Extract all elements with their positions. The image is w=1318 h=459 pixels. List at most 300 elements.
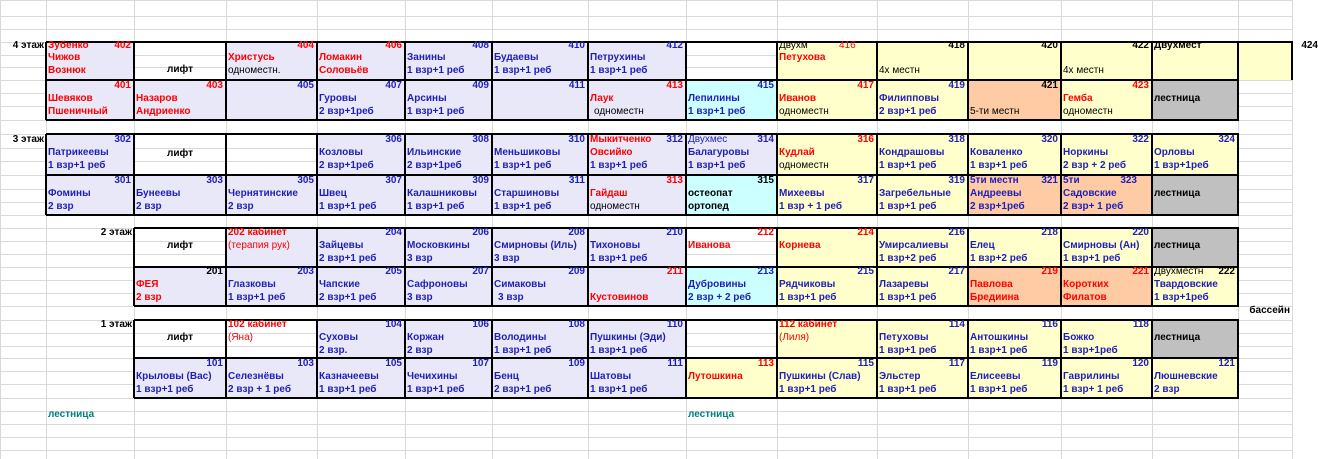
resident-text: Христусь [228,52,275,63]
resident-text: Двухм [779,40,808,51]
resident-text: 2 взр + 2 реб [688,292,752,303]
resident-text: Люшневские [1154,371,1218,382]
room-number: 220 [1132,227,1149,238]
room-number: 302 [114,134,131,145]
resident-text: Пшеничный [48,106,108,117]
resident-text: Арсины [407,93,447,104]
resident-text: Двухмест [1154,40,1202,51]
resident-text: 1 взр+1 реб [879,201,937,212]
resident-text: 1 взр+1 реб [590,345,648,356]
resident-text: Смирновы (Иль) [494,240,577,251]
resident-text: Ильинские [407,147,462,158]
resident-text: Селезнёвы [228,371,284,382]
resident-text: одноместн [594,106,644,117]
cell-border [967,320,969,398]
room-number: 410 [568,40,585,51]
resident-text: Лазаревы [879,279,929,290]
room-number: 404 [297,40,314,51]
cell-border [1151,134,1153,215]
resident-text: Гаврилины [1063,371,1120,382]
resident-text: 1 взр+1 реб [494,345,552,356]
room-number: 210 [666,227,683,238]
resident-text: Коротких [1063,279,1109,290]
resident-text: 1 взр+1 реб [590,65,648,76]
cell-border [491,42,493,120]
room-number: 310 [568,134,585,145]
resident-text: Будаевы [494,52,539,63]
resident-text: 3 взр [498,292,524,303]
resident-text: 5ти [1063,175,1080,186]
resident-text: 1 взр+1 реб [970,160,1028,171]
resident-text: 2 взр+1реб [970,201,1025,212]
room-number: 206 [472,227,489,238]
room-number: 213 [757,266,774,277]
room-number: 214 [857,227,874,238]
room-number: 219 [1041,266,1058,277]
cell-border [404,134,406,215]
room-number: 407 [385,80,402,91]
cell-border [776,228,778,306]
cell-border [876,42,878,120]
cell-border [1151,320,1153,398]
cell-border [967,42,969,120]
resident-text: 1 взр+1 реб [407,106,465,117]
resident-text: Коржан [407,332,445,343]
room-number: 215 [857,266,874,277]
resident-text: Зайцевы [319,240,364,251]
resident-text: (Яна) [228,332,253,343]
resident-text: Суховы [319,332,359,343]
resident-text: Симаковы [494,279,546,290]
resident-text: 2 взр+1 реб [879,106,937,117]
stairs-label: лестница [1154,332,1201,343]
resident-text: 2 взр. [319,345,348,356]
resident-text: 2 взр [1154,384,1180,395]
cell-border [225,42,227,120]
cell-border [1237,228,1239,306]
resident-text: Двухмес [688,134,728,145]
resident-text: Мыкитченко [590,134,652,145]
resident-text: 2 взр + 2 реб [1063,160,1127,171]
cell-border [1237,134,1239,215]
resident-text: Сафроновы [407,279,468,290]
resident-text: 1 взр+1 реб [779,292,837,303]
resident-text: Петрухины [590,52,646,63]
resident-text: Михеевы [779,188,825,199]
resident-text: одноместн [779,160,829,171]
cell-border [1060,228,1062,306]
cell-border [685,320,687,398]
room-number: 111 [667,358,683,369]
room-number: 212 [757,227,774,238]
room-number: 119 [1041,358,1058,369]
gridline-row [0,0,1292,1]
resident-text: Павлова [970,279,1013,290]
resident-text: 2 взр+1 реб [319,292,377,303]
resident-text: Лепилины [688,93,740,104]
cell-border [133,42,135,120]
room-number: 403 [206,80,223,91]
room-number: 201 [206,266,223,277]
cell-border [685,228,687,306]
room-number: 106 [472,319,489,330]
resident-text: 202 кабинет [228,227,287,238]
cell-border [404,228,406,306]
resident-text: Володины [494,332,547,343]
pool-label: бассейн [1249,305,1290,316]
room-number: 415 [757,80,774,91]
resident-text: 2 взр [228,201,254,212]
resident-text: 1 взр+1 реб [779,384,837,395]
resident-text: Лаук [590,93,614,104]
room-number: 417 [857,80,874,91]
resident-text: 1 взр+1 реб [590,160,648,171]
resident-text: 1 взр+ 1 реб [1063,384,1124,395]
resident-text: Назаров [136,93,178,104]
room-number: 408 [472,40,489,51]
resident-text: Иванова [688,240,731,251]
cell-border [876,228,878,306]
resident-text: 1 взр+1 реб [407,201,465,212]
room-number: 418 [948,40,965,51]
resident-text: 1 взр+1 реб [136,384,194,395]
resident-text: 2 взр+1реб [319,106,374,117]
resident-text: 1 взр+1 реб [319,201,377,212]
room-number: 406 [385,40,402,51]
resident-text: Чернятинские [228,188,298,199]
resident-text: Меньшиковы [494,147,561,158]
resident-text: 2 взр+1 реб [319,253,377,264]
resident-text: Твардовские [1154,279,1218,290]
room-number: 305 [297,175,314,186]
resident-text: Филипповы [879,93,940,104]
gridline-row [0,450,1292,451]
resident-text: Казначеевы [319,371,379,382]
resident-text: 1 взр+1 реб [1063,253,1121,264]
resident-text: Гайдаш [590,188,628,199]
resident-text: Шатовы [590,371,632,382]
resident-text: Елисеевы [970,371,1021,382]
cell-border [776,42,778,120]
resident-text: (Лиля) [779,332,810,343]
cell-border [491,320,493,398]
resident-text: 1 взр+1 реб [970,384,1028,395]
room-number: 318 [948,134,965,145]
room-number: 317 [857,175,874,186]
cell-border [1291,42,1293,80]
resident-text: 1 взр+1 реб [590,384,648,395]
resident-text: Чапские [319,279,360,290]
room-number: 419 [948,80,965,91]
resident-text: 1 взр+1 реб [879,345,937,356]
cell-border [1151,42,1153,120]
resident-text: 1 взр+1 реб [319,384,377,395]
resident-text: Филатов [1063,292,1107,303]
room-number: 101 [206,358,223,369]
resident-text: 5ти местн [970,175,1019,186]
resident-text: Гуровы [319,93,357,104]
cell-border [404,42,406,120]
room-number: 216 [948,227,965,238]
lift-label: лифт [166,332,193,343]
resident-text: 3 взр [494,253,520,264]
cell-border [587,228,589,306]
room-number: 211 [666,266,683,277]
cell-border [876,134,878,215]
room-number: 105 [385,358,402,369]
room-number: 117 [948,358,965,369]
resident-text: Орловы [1154,147,1195,158]
cell-border [685,134,687,215]
resident-text: 3 взр [407,253,433,264]
cell-border [133,134,135,215]
room-number: 217 [948,266,965,277]
room-number: 321 [1041,175,1058,186]
room-number: 413 [666,80,683,91]
cell-border [45,134,47,215]
lift-label: лифт [166,148,193,159]
resident-text: 2 взр [136,292,162,303]
room-number: 118 [1132,319,1149,330]
resident-text: Старшиновы [494,188,560,199]
resident-text: Андриенко [136,106,191,117]
room-number: 205 [385,266,402,277]
cell-border [876,320,878,398]
resident-text: 1 взр+1 реб [494,201,552,212]
cell-border [776,320,778,398]
room-number: 114 [948,319,965,330]
room-number: 423 [1132,80,1149,91]
resident-text: одноместн. [228,65,281,76]
room-number: 320 [1041,134,1058,145]
room-number: 208 [568,227,585,238]
gridline-col [0,0,1,459]
resident-text: 1 взр+1 реб [879,292,937,303]
room-number: 107 [472,358,489,369]
resident-text: 4х местн [1063,65,1104,76]
room-number: 204 [385,227,402,238]
resident-text: Садовские [1063,188,1117,199]
resident-text: 1 взр+2 реб [879,253,937,264]
room-number: 409 [472,80,489,91]
cell-border [491,134,493,215]
resident-text: 1 взр+1 реб [879,160,937,171]
resident-text: 2 взр+1 реб [494,384,552,395]
room-number: 209 [568,266,585,277]
room-number: 121 [1218,358,1235,369]
cell-border [316,228,318,306]
resident-text: Московкины [407,240,470,251]
room-number: 405 [297,80,314,91]
resident-text: Петухова [779,52,826,63]
resident-text: ортопед [688,201,729,212]
cell-border [685,42,687,120]
resident-text: ФЕЯ [136,279,159,290]
cell-border [587,134,589,215]
room-number: 108 [568,319,585,330]
resident-text: Козловы [319,147,363,158]
floor-label: 4 этаж [12,40,44,51]
room-number: 312 [666,134,683,145]
cell-text: Вознюк [48,65,86,76]
resident-text: 4х местн [879,65,920,76]
cell-border [776,134,778,215]
resident-text: Чечихины [407,371,458,382]
resident-text: Кондрашовы [879,147,945,158]
stairs-label: лестница [688,409,735,420]
room-number: 322 [1132,134,1149,145]
resident-text: 2 взр + 1 реб [228,384,292,395]
resident-text: 1 взр+1 реб [228,292,286,303]
resident-text: 1 взр+1 реб [494,65,552,76]
resident-text: 1 взр+1 реб [407,384,465,395]
resident-text: (терапия рук) [228,240,290,251]
room-number: 421 [1041,80,1058,91]
room-number: 402 [114,40,131,51]
resident-text: Дубровины [688,279,747,290]
resident-text: 2 взр+1реб [319,160,374,171]
room-number: 314 [757,134,774,145]
room-number: 221 [1132,266,1149,277]
cell-text: Чижов [48,52,81,63]
room-number: 301 [114,175,131,186]
resident-text: Бредиина [970,292,1020,303]
cell-border [45,42,47,120]
resident-text: 1 взр+1 реб [48,160,106,171]
room-number: 104 [385,319,402,330]
resident-text: Кустовинов [590,292,649,303]
cell-border [1060,42,1062,120]
resident-text: Тихоновы [590,240,641,251]
stairs-label: лестница [1154,240,1201,251]
resident-text: 2 взр+1реб [407,160,462,171]
room-number: 103 [297,358,314,369]
room-number: 116 [1041,319,1058,330]
floor-label: 3 этаж [12,134,44,145]
lift-label: лифт [166,64,193,75]
room-number: 308 [472,134,489,145]
room-number: 222 [1218,266,1235,277]
resident-text: Кудлай [779,147,815,158]
room-number: 113 [757,358,774,369]
resident-text: 1 взр+1 реб [407,65,465,76]
resident-text: 2 взр [407,345,433,356]
resident-text: Ломакин [319,52,363,63]
cell-border [404,320,406,398]
stairs-label: лестница [1154,188,1201,199]
room-number: 323 [1120,175,1137,186]
resident-text: 1 взр+2 реб [970,253,1028,264]
room-number: 311 [568,175,585,186]
resident-text: Лутошкина [688,371,743,382]
room-424[interactable] [1238,42,1292,80]
resident-text: Антошкины [970,332,1029,343]
resident-text: Андреевы [970,188,1022,199]
cell-border [225,134,227,215]
room-number: 307 [385,175,402,186]
resident-text: 2 взр [48,201,74,212]
room-number: 411 [568,80,585,91]
room-number: 315 [757,175,774,186]
resident-text: 2 взр [136,201,162,212]
room-number: 313 [666,175,683,186]
resident-text: одноместн [779,106,829,117]
gridline-row [0,29,1292,30]
gridline-row [0,16,1292,17]
cell-border [587,320,589,398]
resident-text: 5-ти местн [970,106,1020,117]
resident-text: Швец [319,188,347,199]
cell-text: Зубенко [48,40,89,51]
floor-label: 2 этаж [100,227,132,238]
room-number: 319 [948,175,965,186]
gridline-row [0,411,1292,412]
resident-text: Овсийко [590,147,633,158]
resident-text: 112 кабинет [779,319,838,330]
cell-border [587,42,589,120]
resident-text: 1 взр+1 реб [688,160,746,171]
stairs-label: лестница [48,409,95,420]
stairs-label: лестница [1154,93,1201,104]
cell-border [1237,320,1239,398]
resident-text: Бунеевы [136,188,181,199]
resident-text: Загребельные [879,188,951,199]
floor-label: 1 этаж [100,319,132,330]
resident-text: Рядчиковы [779,279,836,290]
resident-text: 1 взр+1реб [1154,292,1209,303]
resident-text: Божко [1063,332,1095,343]
room-number: 416 [839,40,856,51]
cell-border [1060,134,1062,215]
resident-text: Елец [970,240,995,251]
resident-text: Умирсалиевы [879,240,949,251]
room-number: 120 [1132,358,1149,369]
resident-text: Корнева [779,240,821,251]
resident-text: 1 взр+1реб [1063,345,1118,356]
room-number: 424 [1301,40,1318,51]
room-number: 303 [206,175,223,186]
resident-text: 2 взр+ 1 реб [1063,201,1124,212]
room-number: 420 [1041,40,1058,51]
cell-border [316,134,318,215]
room-number: 422 [1132,40,1149,51]
cell-border [967,228,969,306]
resident-text: 1 взр+1 реб [879,384,937,395]
resident-text: 1 взр + 1 реб [779,201,843,212]
resident-text: Занины [407,52,446,63]
cell-border [1151,228,1153,306]
resident-text: 1 взр+1 реб [688,106,746,117]
gridline-row [0,424,1292,425]
resident-text: Балагуровы [688,147,750,158]
room-number: 306 [385,134,402,145]
cell-border [316,320,318,398]
resident-text: Калашниковы [407,188,477,199]
resident-text: Иванов [779,93,817,104]
resident-text: Фомины [48,188,91,199]
room-number: 203 [297,266,314,277]
resident-text: Эльстер [879,371,921,382]
resident-text: остеопат [688,188,733,199]
cell-border [316,42,318,120]
resident-text: Смирновы (Ан) [1063,240,1140,251]
resident-text: Пушкины (Слав) [779,371,861,382]
resident-text: 102 кабинет [228,319,287,330]
resident-text: 3 взр [407,292,433,303]
resident-text: 1 взр+1 реб [494,160,552,171]
room-number: 412 [666,40,683,51]
cell-border [491,228,493,306]
